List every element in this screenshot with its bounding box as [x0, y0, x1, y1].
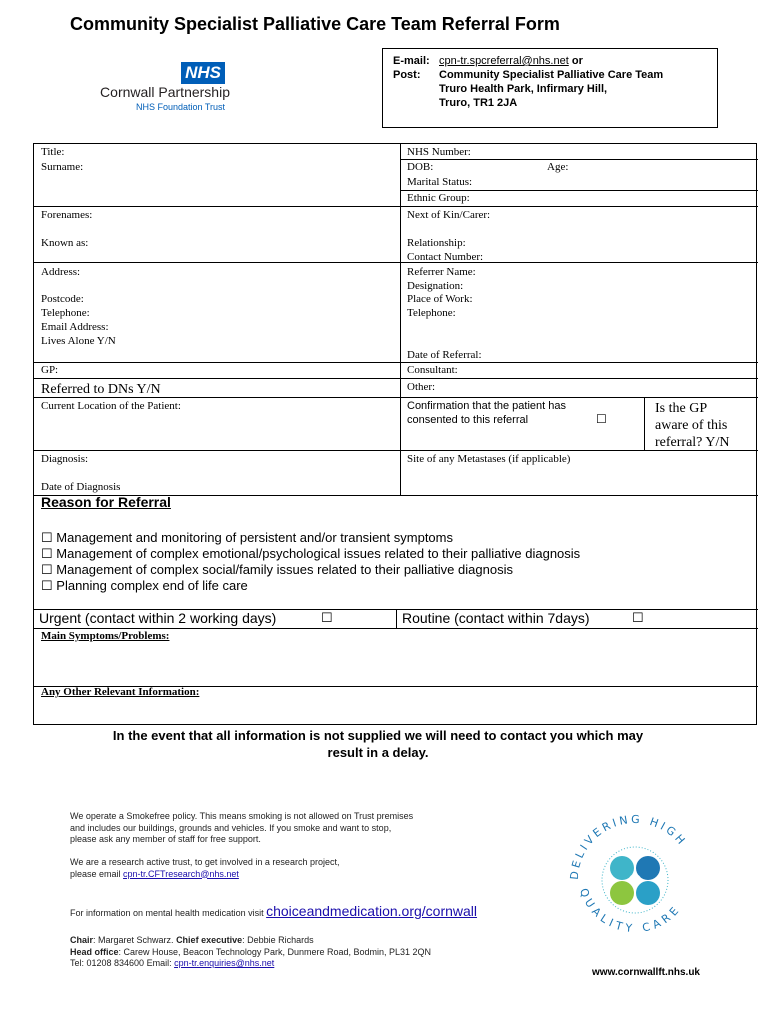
research-email-link[interactable]: cpn-tr.CFTresearch@nhs.net	[123, 868, 239, 879]
post-line-3: Truro, TR1 2JA	[439, 97, 518, 109]
contact-box	[382, 48, 718, 128]
reason-heading: Reason for Referral	[41, 494, 171, 510]
consent-line-2: consented to this referral	[407, 414, 529, 426]
designation-label: Designation:	[407, 280, 464, 292]
referral-form	[33, 143, 757, 725]
nhs-number-label: NHS Number:	[407, 146, 471, 158]
clover-icon	[610, 856, 660, 905]
website-url[interactable]: www.cornwallft.nhs.uk	[592, 967, 700, 978]
date-of-referral-label: Date of Referral:	[407, 349, 482, 361]
routine-checkbox[interactable]: ☐	[632, 610, 644, 625]
email-label: E-mail:	[393, 55, 430, 67]
nhs-logo	[80, 62, 230, 114]
gp-aware-line-3: referral? Y/N	[655, 435, 730, 450]
or-text: or	[571, 55, 583, 67]
post-line-2: Truro Health Park, Infirmary Hill,	[439, 83, 608, 95]
other-info-label: Any Other Relevant Information:	[41, 686, 200, 698]
ethnic-group-label: Ethnic Group:	[407, 192, 470, 204]
checkbox-icon[interactable]: ☐	[41, 546, 53, 561]
age-label: Age:	[547, 161, 569, 173]
enquiries-email-link[interactable]: cpn-tr.enquiries@nhs.net	[174, 958, 275, 968]
address-label: Address:	[41, 266, 81, 278]
current-location-label: Current Location of the Patient:	[41, 400, 181, 412]
routine-label: Routine (contact within 7days)	[402, 610, 590, 626]
reason-option-1[interactable]: ☐ Management and monitoring of persistent and/or transient symptoms	[41, 530, 453, 545]
gp-label: GP:	[41, 364, 59, 376]
gp-aware-line-2: aware of this	[655, 418, 728, 433]
telephone-label: Telephone:	[41, 307, 90, 319]
referrer-name-label: Referrer Name:	[407, 266, 476, 278]
metastases-label: Site of any Metastases (if applicable)	[407, 453, 571, 465]
gp-aware-line-1: Is the GP	[655, 401, 708, 416]
relationship-label: Relationship:	[407, 237, 466, 249]
post-line-1: Community Specialist Palliative Care Team	[439, 69, 664, 81]
main-symptoms-label: Main Symptoms/Problems:	[41, 630, 170, 642]
known-as-label: Known as:	[41, 237, 89, 249]
place-of-work-label: Place of Work:	[407, 293, 473, 305]
other-label: Other:	[407, 381, 436, 393]
emblem-top-text: DELIVERING HIGH	[567, 812, 690, 881]
postcode-label: Postcode:	[41, 293, 84, 305]
date-of-diagnosis-label: Date of Diagnosis	[41, 481, 121, 493]
diagnosis-label: Diagnosis:	[41, 453, 89, 465]
quality-care-emblem	[560, 800, 710, 950]
post-label: Post:	[393, 69, 421, 81]
surname-label: Surname:	[41, 161, 84, 173]
form-title: Community Specialist Palliative Care Team Referral Form	[70, 14, 560, 34]
checkbox-icon[interactable]: ☐	[41, 578, 53, 593]
marital-status-label: Marital Status:	[407, 176, 473, 188]
org-name: Cornwall Partnership	[100, 84, 230, 100]
trust-details: Chair: Margaret Schwarz. Chief executive: Debbie Richards Head office: Carew House, Beacon Technology Park, Dunmere Road, Bodmin, PL31 2QN Tel: 01208 834600 Email: cpn-tr.enquiries@nhs.net	[70, 935, 432, 968]
contact-number-label: Contact Number:	[407, 251, 484, 263]
urgent-checkbox[interactable]: ☐	[321, 610, 333, 625]
reason-option-3[interactable]: ☐ Management of complex social/family issues related to their palliative diagnosis	[41, 562, 513, 577]
checkbox-icon[interactable]: ☐	[41, 530, 53, 545]
next-of-kin-label: Next of Kin/Carer:	[407, 209, 491, 221]
missing-info-warning: In the event that all information is not supplied we will need to contact you which may result in a delay.	[112, 728, 644, 760]
referrer-telephone-label: Telephone:	[407, 307, 456, 319]
forenames-label: Forenames:	[41, 209, 93, 221]
smokefree-notice: We operate a Smokefree policy. This means smoking is not allowed on Trust premises and includes our buildings, grounds and vehicles. If you smoke and want to stop, please ask any member of staff for free support.	[70, 811, 414, 844]
consent-checkbox[interactable]: ☐	[596, 412, 607, 426]
choice-medication-link[interactable]: choiceandmedication.org/cornwall	[266, 903, 478, 919]
lives-alone-label: Lives Alone Y/N	[41, 335, 116, 347]
mental-health-notice: For information on mental health medication visit choiceandmedication.org/cornwall	[70, 903, 478, 919]
title-label: Title:	[41, 146, 65, 158]
referred-dns-label: Referred to DNs Y/N	[41, 382, 161, 397]
reason-option-2[interactable]: ☐ Management of complex emotional/psychological issues related to their palliative diagnosis	[41, 546, 581, 561]
research-notice: We are a research active trust, to get involved in a research project, please email cpn-tr.CFTresearch@nhs.net	[70, 857, 340, 879]
reason-option-4[interactable]: ☐ Planning complex end of life care	[41, 578, 248, 593]
referral-email-link[interactable]: cpn-tr.spcreferral@nhs.net	[439, 55, 569, 67]
urgent-label: Urgent (contact within 2 working days)	[39, 610, 277, 626]
checkbox-icon[interactable]: ☐	[41, 562, 53, 577]
emblem-bottom-text: QUALITY CARE	[576, 886, 684, 936]
nhs-mark: NHS	[181, 62, 225, 84]
dob-label: DOB:	[407, 161, 434, 173]
email-address-label: Email Address:	[41, 321, 109, 333]
org-subtitle: NHS Foundation Trust	[135, 102, 225, 112]
consent-line-1: Confirmation that the patient has	[407, 400, 566, 412]
consultant-label: Consultant:	[407, 364, 458, 376]
